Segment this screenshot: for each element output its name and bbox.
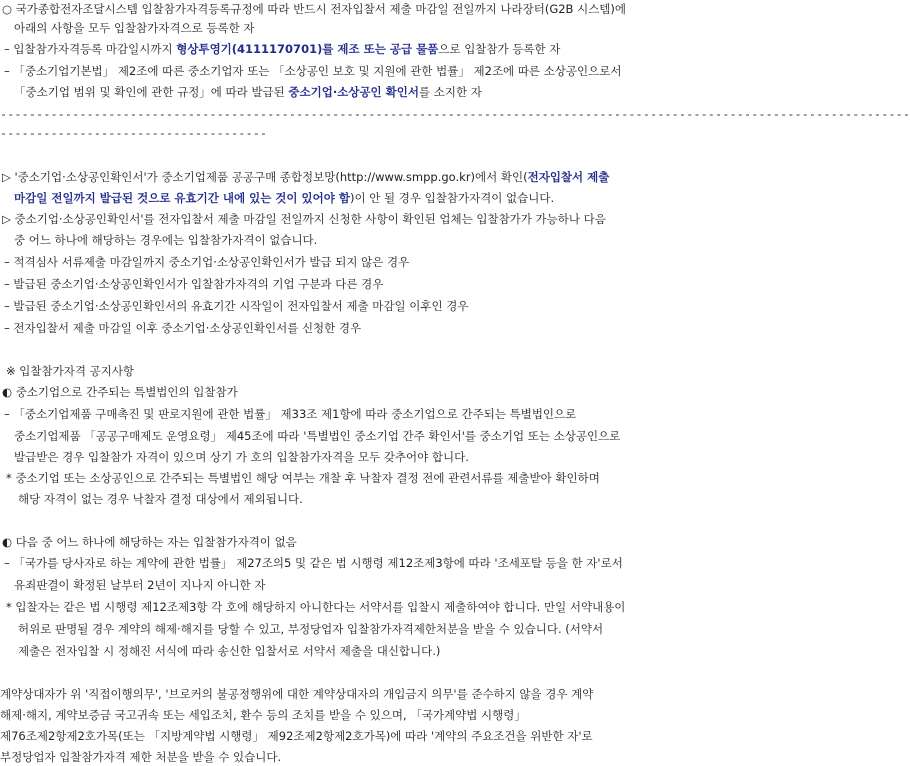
emphasis-text: 마감일 전일까지 발급된 것으로 유효기간 내에 있는 것이 있어야 함 [14, 191, 350, 205]
line-text: – 발급된 중소기업·소상공인확인서의 유효기간 시작일이 전자입찰서 제출 마감일 이후인 경우 [4, 299, 469, 313]
notice-line [0, 124, 910, 142]
line-text: – 「중소기업기본법」 제2조에 따른 중소기업자 또는 「소상공인 보호 및 지원에 관한 법률」 제2조에 따른 소상공인으로서 [4, 64, 622, 78]
line-text: 제출은 전자입찰 시 정해진 서식에 따라 송신한 입찰서로 서약서 제출을 대신합니다.) [18, 644, 441, 658]
notice-line [0, 383, 910, 401]
line-text: 중 어느 하나에 해당하는 경우에는 입찰참가자격이 없습니다. [14, 233, 318, 247]
line-text: 발급받은 경우 입찰참가 자격이 있으며 상기 가 호의 입찰참가자격을 모두 갖추어야 합니다. [14, 450, 469, 464]
line-text: – 발급된 중소기업·소상공인확인서가 입찰참가자격의 기업 구분과 다른 경우 [4, 277, 384, 291]
emphasis-text: 형상투영기(4111170701)를 제조 또는 공급 물품 [176, 42, 439, 56]
line-text: 를 소지한 자 [419, 85, 482, 99]
line-text: 해제·해지, 계약보증금 국고귀속 또는 세입조치, 환수 등의 조치를 받을 수 있으며, 「국가계약법 시행령」 [0, 708, 526, 722]
line-text: – 입찰참가자격등록 마감일시까지 [4, 42, 177, 56]
line-text: – 「중소기업제품 구매촉진 및 판로지원에 관한 법률」 제33조 제1항에 따라 중소기업으로 간주되는 특별법인으로 [4, 407, 577, 421]
line-text: 해당 자격이 없는 경우 낙찰자 결정 대상에서 제외됩니다. [18, 492, 303, 506]
line-text: 허위로 판명될 경우 계약의 해제·해지를 당할 수 있고, 부정당업자 입찰참가자격제한처분을 받을 수 있습니다. (서약서 [18, 622, 604, 636]
notice-line [0, 448, 910, 466]
notice-line [0, 62, 910, 80]
line-text: ◐ 다음 중 어느 하나에 해당하는 자는 입찰참가자격이 없음 [2, 535, 297, 549]
notice-line [0, 727, 910, 745]
notice-line [0, 253, 910, 271]
notice-line [0, 189, 910, 207]
line-text: 아래의 사항을 모두 입찰참가자격으로 등록한 자 [14, 21, 255, 35]
notice-line [0, 706, 910, 724]
notice-line [0, 105, 910, 123]
notice-line [0, 642, 910, 660]
notice-line [0, 83, 910, 101]
separator-dashes: ------------------------------------------------------------------------------------------------------------------------------ [0, 107, 910, 121]
notice-line [0, 297, 910, 315]
emphasis-text: 전자입찰서 제출 [527, 170, 610, 184]
line-text: )이 안 될 경우 입찰참가자격이 없습니다. [349, 191, 555, 205]
line-text: – 적격심사 서류제출 마감일까지 중소기업·소상공인확인서가 발급 되지 않은 경우 [4, 255, 410, 269]
line-text: * 입찰자는 같은 법 시행령 제12조제3항 각 호에 해당하지 아니한다는 서약서를 입찰시 제출하여야 합니다. 만일 서약내용이 [6, 600, 626, 614]
line-text: 중소기업제품 「공공구매제도 운영요령」 제45조에 따라 '특별법인 중소기업 간주 확인서'를 중소기업 또는 소상공인으로 [14, 429, 621, 443]
notice-line [0, 469, 910, 487]
notice-line [0, 554, 910, 572]
line-text: 으로 입찰참가 등록한 자 [438, 42, 561, 56]
line-text: 부정당업자 입찰참가자격 제한 처분을 받을 수 있습니다. [0, 750, 282, 764]
notice-line [0, 598, 910, 616]
notice-line [0, 168, 910, 186]
line-text: ○ 국가종합전자조달시스템 입찰참가자격등록규정에 따라 반드시 전자입찰서 제출 마감일 전일까지 나라장터(G2B 시스템)에 [2, 2, 627, 16]
notice-line [0, 620, 910, 638]
line-text: * 중소기업 또는 소상공인으로 간주되는 특별법인 해당 여부는 개찰 후 낙찰자 결정 전에 관련서류를 제출받아 확인하며 [6, 471, 600, 485]
line-text: ◐ 중소기업으로 간주되는 특별법인의 입찰참가 [2, 385, 238, 399]
line-text: ▷ '중소기업·소상공인확인서'가 중소기업제품 공공구매 종합정보망(http://www.smpp.go.kr)에서 확인( [2, 170, 528, 184]
notice-line [0, 19, 910, 37]
line-text: ▷ 중소기업·소상공인확인서'를 전자입찰서 제출 마감일 전일까지 신청한 사항이 확인된 업체는 입찰참가가 가능하나 다음 [2, 212, 606, 226]
notice-line [0, 275, 910, 293]
notice-line [0, 748, 910, 766]
line-text: 계약상대자가 위 '직접이행의무', '브로커의 불공정행위에 대한 계약상대자의 개입금지 의무'를 준수하지 않을 경우 계약 [0, 687, 594, 701]
notice-line [0, 40, 910, 58]
notice-line [0, 427, 910, 445]
notice-line [0, 231, 910, 249]
line-text: 제76조제2항제2호가목(또는 「지방계약법 시행령」 제92조제2항제2호가목)에 따라 '계약의 주요조건을 위반한 자'로 [0, 729, 593, 743]
line-text: 「중소기업 범위 및 확인에 관한 규정」에 따라 발급된 [14, 85, 289, 99]
notice-line [0, 362, 910, 380]
notice-line [0, 319, 910, 337]
line-text: – 전자입찰서 제출 마감일 이후 중소기업·소상공인확인서를 신청한 경우 [4, 321, 362, 335]
notice-line [0, 405, 910, 423]
line-text: ※ 입찰참가자격 공지사항 [6, 364, 135, 378]
notice-line [0, 490, 910, 508]
line-text: – 「국가를 당사자로 하는 계약에 관한 법률」 제27조의5 및 같은 법 시행령 제12조제3항에 따라 '조세포탈 등을 한 자'로서 [4, 556, 623, 570]
notice-line [0, 576, 910, 594]
separator-dashes: ------------------------------------- [0, 126, 268, 140]
notice-line [0, 533, 910, 551]
line-text: 유죄판결이 확정된 날부터 2년이 지나지 아니한 자 [14, 578, 266, 592]
notice-line [0, 685, 910, 703]
notice-line [0, 210, 910, 228]
emphasis-text: 중소기업·소상공인 확인서 [288, 85, 419, 99]
notice-line [0, 0, 910, 18]
